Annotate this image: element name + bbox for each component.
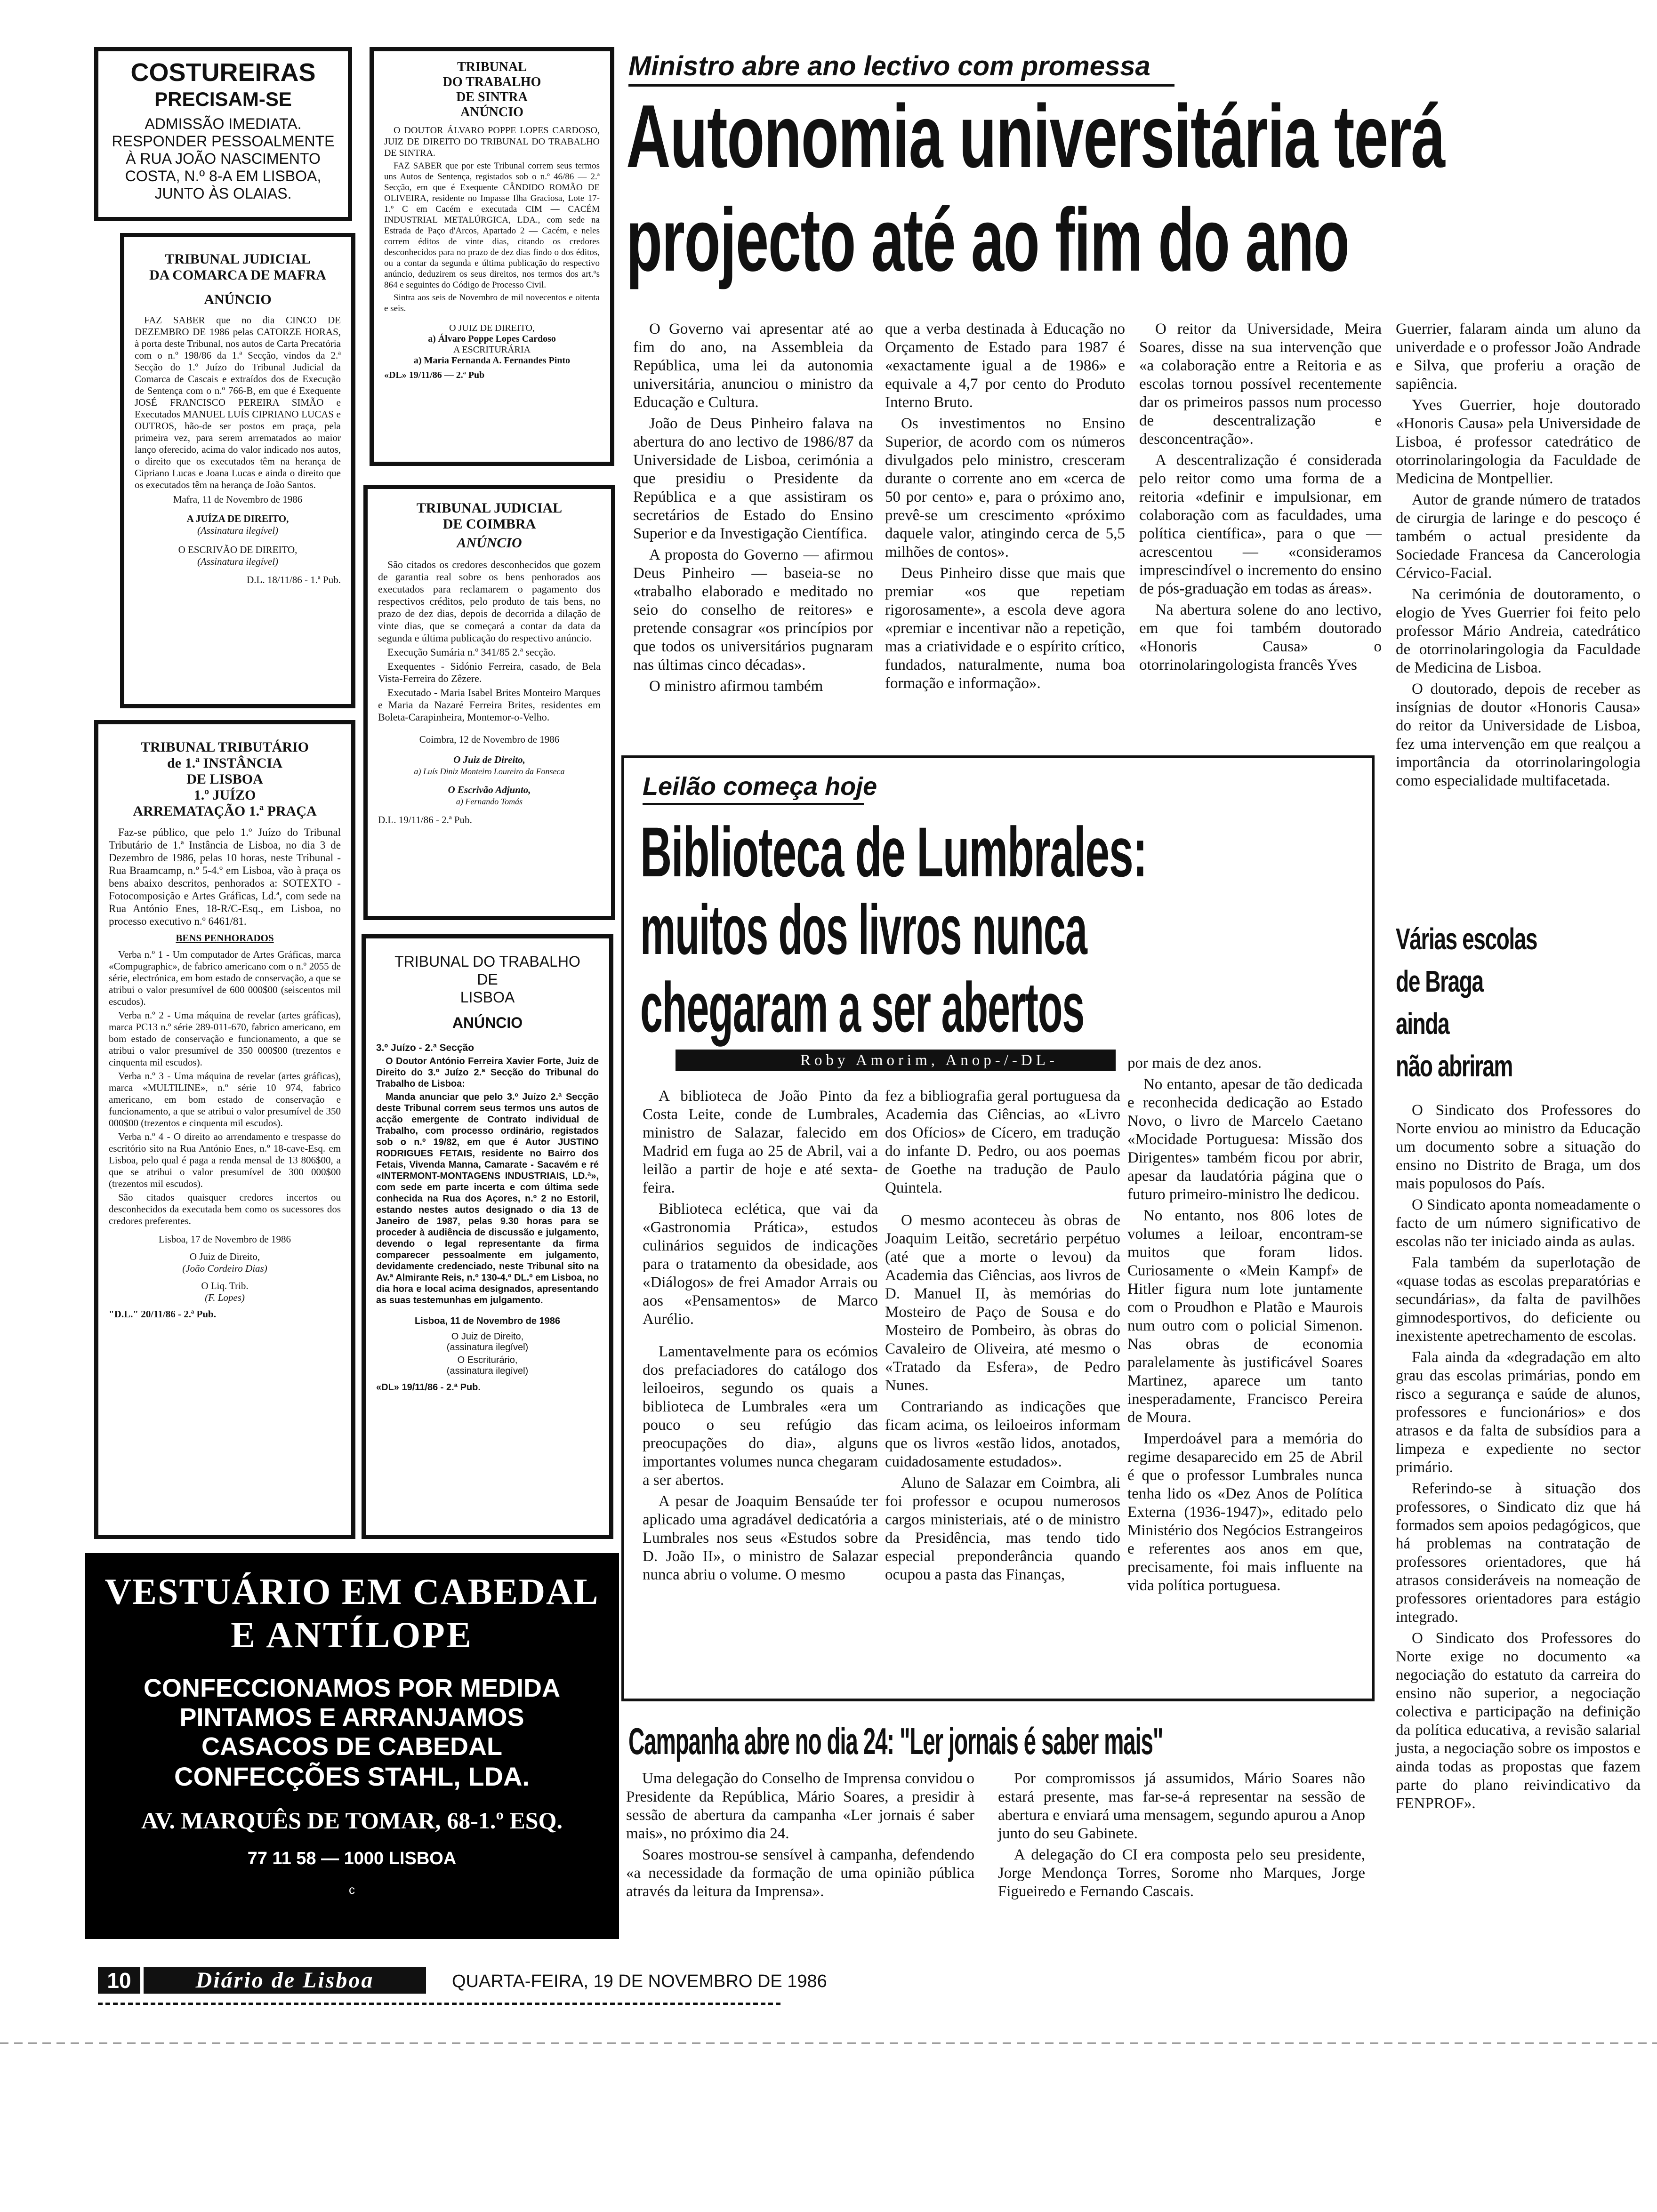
- main-kicker: Ministro abre ano lectivo com promessa: [628, 51, 1150, 81]
- braga-headline-3: ainda: [1396, 1007, 1449, 1041]
- ad-sintra-title-2: DO TRABALHO: [442, 75, 541, 89]
- ad-trabalho-lisboa-title-3: LISBOA: [460, 989, 515, 1006]
- footer-date: QUARTA-FEIRA, 19 DE NOVEMBRO DE 1986: [452, 1972, 827, 1991]
- campanha-headline: Campanha abre no dia 24: "Ler jornais é saber mais": [628, 1720, 1163, 1762]
- main-col-1-p1: O Governo vai apresentar até ao fim do ano, na Assembleia da República, uma lei da autonomia universitária, anunciou o ministro da Educação e Cultura.: [633, 321, 873, 411]
- ad-tributario-p4: Verba n.º 3 - Uma máquina de revelar (artes gráficas), marca «MULTILINE», n.º série 10 974, fabrico americano, em bom estado de conservação e funcionamento, a que se atribui o valor presumível de 350 000$00 (trezentos e cinquenta mil escudos).: [109, 1070, 341, 1129]
- ad-tributario-date: Lisboa, 17 de Novembro de 1986: [158, 1234, 291, 1245]
- biblioteca-col-3-p4: Imperdoável para a memória do regime desaparecido em 25 de Abril é que o professor Lumbrales nunca tenha lido os «Dez Anos de Política Externa (1936-1947)», editado pelo Ministério dos Negócios Estrangeiros e referentes aos anos em que, precisamente, foi mais influente na vida política portuguesa.: [1127, 1430, 1363, 1594]
- braga-p5: Referindo-se à situação dos professores, o Sindicato diz que há formados sem apoios pedagógicos, que há problemas na contratação de professores orientadores, que há atrasos consideráveis na nomeação de professores orientadores para estágio integrado.: [1396, 1480, 1641, 1626]
- main-col-3-p2: A descentralização é considerada pelo reitor como uma forma de a reitoria «definir e impulsionar, em colaboração com as faculdades, uma política científica», para o que — acrescentou — «consideramos imprescindível o incremento do ensino de pós-graduação em todas as áreas».: [1139, 452, 1382, 597]
- ad-tributario-sig-3: O Liq. Trib.: [201, 1280, 249, 1291]
- braga-headline-2: de Braga: [1396, 964, 1483, 998]
- ad-trabalho-lisboa-date: Lisboa, 11 de Novembro de 1986: [414, 1316, 560, 1326]
- ad-vestuario-line-6: CONFECÇÕES STAHL, LDA.: [174, 1762, 530, 1791]
- ad-mafra-sig-4: (Assinatura ilegível): [197, 556, 279, 567]
- ad-mafra-title-1: TRIBUNAL JUDICIAL: [165, 251, 311, 267]
- braga-p4: Fala ainda da «degradação em alto grau das escolas primárias, pondo em risco a segurança e saúde de alunos, professores e funcionários» e dos atrasos e da falta de subsídios para a limpeza e expediente no sector primário.: [1396, 1349, 1641, 1476]
- ad-coimbra-sig-3: O Escrivão Adjunto,: [448, 784, 531, 795]
- ad-vestuario-line-4: PINTAMOS E ARRANJAMOS: [179, 1703, 524, 1731]
- biblioteca-col-2-p1: fez a bibliografia geral portuguesa da Academia das Ciências, ao «Livro dos Ofícios» de Cícero, em tradução do infante D. Pedro, ou aos poemas de Goethe na tradução de Paulo Quintela.: [885, 1088, 1120, 1196]
- ad-trabalho-lisboa-sig-1: O Juiz de Direito,: [451, 1331, 524, 1342]
- ad-tributario-title-4: 1.º JUÍZO: [193, 787, 256, 803]
- ad-mafra-title-2: DA COMARCA DE MAFRA: [149, 267, 326, 283]
- campanha-col-2-p1: Por compromissos já assumidos, Mário Soares não estará presente, mas far-se-á representar na sessão de abertura e enviará uma mensagem, segundo apurou a Anop junto do seu Gabinete.: [998, 1770, 1365, 1842]
- ad-tributario-p3: Verba n.º 2 - Uma máquina de revelar (artes gráficas), marca PC13 n.º série 289-011-670, fabrico americano, em bom estado de conservação e funcionamento, a que se atribui o valor presumível de 350 000$00 (trezentos e cinquenta mil escudos).: [109, 1010, 341, 1068]
- ad-mafra-ref: D.L. 18/11/86 - 1.ª Pub.: [247, 574, 341, 585]
- ad-coimbra-title-1: TRIBUNAL JUDICIAL: [416, 500, 563, 516]
- braga-headline-1: Várias escolas: [1396, 922, 1537, 956]
- ad-costureiras-text: ADMISSÃO IMEDIATA. RESPONDER PESSOALMENTE À RUA JOÃO NASCIMENTO COSTA, N.º 8-A EM LISBOA, JUNTO ÀS OLAIAS.: [112, 115, 335, 202]
- biblioteca-headline-2: muitos dos livros nunca: [640, 890, 1087, 969]
- biblioteca-col-2-p3: Contrariando as indicações que ficam acima, os leiloeiros informam que os livros «estão lidos, anotados, cuidadosamente estudados».: [885, 1398, 1120, 1470]
- ad-trabalho-lisboa: [362, 934, 613, 1539]
- biblioteca-col-2-p4: Aluno de Salazar em Coimbra, ali foi professor e ocupou numerosos cargos ministeriais, até o de ministro da Presidência, mas tendo tido especial preponderância quando ocupou a pasta das Finanças,: [885, 1475, 1120, 1583]
- biblioteca-col-3-p1: por mais de dez anos.: [1127, 1055, 1262, 1072]
- braga-p3: Fala também da superlotação de «quase todas as escolas preparatórias e secundárias», da falta de pavilhões gimnodesportivos, do deficiente ou inexistente apetrechamento de escolas.: [1396, 1254, 1641, 1345]
- ad-sintra-p3: Sintra aos seis de Novembro de mil novecentos e oitenta e seis.: [384, 293, 600, 313]
- ad-coimbra-p2: Execução Sumária n.º 341/85 2.ª secção.: [387, 646, 556, 658]
- ad-coimbra: [363, 485, 615, 920]
- ad-sintra-sig-2: a) Álvaro Poppe Lopes Cardoso: [428, 334, 556, 344]
- ad-coimbra-p1: São citados os credores desconhecidos que gozem de garantia real sobre os bens penhorados aos executados para reclamarem o pagamento dos respectivos créditos, pelo produto de tais bens, no prazo de dez dias, depois de decorrida a dilação de vinte dias, que se começará a contar da data da segunda e última publicação do respectivo anúncio.: [378, 559, 601, 644]
- ad-mafra-text: FAZ SABER que no dia CINCO DE DEZEMBRO DE 1986 pelas CATORZE HORAS, à porta deste Tribunal, nos autos de Carta Precatória com o n.º 198/86 da 1.ª Secção, vindos da 2.ª Secção do 1.º Juízo do Tribunal Judicial da Comarca de Cascais e extraídos dos de Execução de Sentença com o n.º 766-B, em que é Exequente JOSÉ FRANCISCO PEREIRA SIMÃO e Executados MANUEL LUÍS CIPRIANO LUCAS e OUTROS, hão-de ser postos em praça, pela primeira vez, para serem arrematados ao maior lanço oferecido, acima do valor indicado nos autos, o direito que os executados têm na herança de Cipriano Lucas e Joana Lucas e ainda o direito que os executados têm na herança de João Santos.: [135, 314, 341, 490]
- ad-sintra-p1: O DOUTOR ÁLVARO POPPE LOPES CARDOSO, JUIZ DE DIREITO DO TRIBUNAL DO TRABALHO DE SINTRA.: [384, 125, 600, 158]
- campanha-col-1: [626, 1770, 974, 1904]
- ad-coimbra-p4: Executado - Maria Isabel Brites Monteiro Marques e Maria da Nazaré Ferreira Brites, residentes em Boleta-Carapinheira, Montemor-o-Velho.: [378, 687, 601, 723]
- ad-tributario: [94, 720, 355, 1539]
- ad-sintra-ref: «DL» 19/11/86 — 2.ª Pub: [384, 370, 485, 380]
- ad-coimbra-sig-4: a) Fernando Tomás: [456, 797, 523, 806]
- ad-vestuario-line-3: CONFECCIONAMOS POR MEDIDA: [143, 1674, 560, 1702]
- biblioteca-col-2: [885, 1087, 1120, 1587]
- ad-trabalho-lisboa-sig-4: (assinatura ilegível): [446, 1366, 529, 1376]
- ad-tributario-title-5: ARREMATAÇÃO 1.ª PRAÇA: [133, 803, 317, 819]
- ad-mafra: [120, 233, 355, 708]
- biblioteca-col-1: [643, 1087, 878, 1587]
- ad-coimbra-title-2: DE COIMBRA: [442, 516, 536, 532]
- biblioteca-col-3: [1127, 1054, 1363, 1598]
- main-col-4-p3: Autor de grande número de tratados de cirurgia de laringe e do pescoço é também o actual presidente da Sociedade Francesa da Cancerologia Cérvico-Facial.: [1396, 491, 1641, 582]
- ad-vestuario-mark: c: [349, 1883, 355, 1897]
- main-col-2-p3: Deus Pinheiro disse que mais que premiar «os que repetiam rigorosamente», a escola deve agora «premiar e incentivar não a repetição, mas a criatividade e o espírito crítico, fundados, naturalmente, numa boa formação e informação».: [885, 565, 1125, 692]
- biblioteca-kicker: Leilão começa hoje: [643, 772, 877, 801]
- ad-trabalho-lisboa-title-1: TRIBUNAL DO TRABALHO: [394, 953, 580, 970]
- ad-vestuario-line-7: AV. MARQUÊS DE TOMAR, 68-1.º ESQ.: [141, 1807, 563, 1834]
- ad-tributario-ref: "D.L." 20/11/86 - 2.ª Pub.: [109, 1308, 216, 1320]
- main-col-1-p4: O ministro afirmou também: [649, 678, 823, 695]
- biblioteca-col-1-p3: Lamentavelmente para os ecómios dos prefaciadores do catálogo dos leiloeiros, segundo os quais a biblioteca de Lumbrales «era um pouco o seu refúgio das preocupações do dia», alguns importantes volumes nunca chegaram a ser abertos.: [643, 1343, 878, 1489]
- ad-vestuario-line-2: E ANTÍLOPE: [231, 1614, 473, 1655]
- ad-tributario-p5: Verba n.º 4 - O direito ao arrendamento e trespasse do escritório sito na Rua António Enes, n.º 18-cave-Esq. em Lisboa, pelo qual é paga a renda mensal de 13 806$00, a que se atribui o valor presumível de 300 000$00 (trezentos mil escudos).: [109, 1131, 341, 1189]
- ad-tributario-sig-1: O Juiz de Direito,: [189, 1251, 260, 1262]
- campanha-col-2-p2: A delegação do CI era composta pelo seu presidente, Jorge Mendonça Torres, Sorome nho Marques, Jorge Figueiredo e Fernando Cascais.: [998, 1846, 1365, 1900]
- ad-trabalho-lisboa-p1: O Doutor António Ferreira Xavier Forte, Juiz de Direito do 3.º Juízo 2.ª Secção do Tribunal do Trabalho de Lisboa:: [376, 1056, 599, 1089]
- footer-page-number: 10: [98, 1967, 140, 1994]
- biblioteca-col-1-p2: Biblioteca eclética, que vai da «Gastronomia Prática», estudos culinários seguidos de indicações para o tratamento da obesidade, aos «Diálogos» de frei Amador Arrais ou aos «Pensamentos» de Marco Aurélio.: [643, 1201, 878, 1328]
- footer-masthead: Diário de Lisboa: [144, 1967, 426, 1994]
- ad-costureiras-subtitle: PRECISAM-SE: [154, 88, 292, 110]
- campanha-col-2: [998, 1770, 1365, 1904]
- biblioteca-col-2-p2: O mesmo aconteceu às obras de Joaquim Leitão, secretário perpétuo (até que a morte o levou) da Academia das Ciências, aos livros de D. Manuel II, às memórias do Mosteiro de Paço de Sousa e do Mosteiro de Pombeiro, às obras do Cavaleiro de Oliveira, até mesmo o «Tratado da Esfera», de Pedro Nunes.: [885, 1212, 1120, 1394]
- ad-trabalho-lisboa-sig-2: (assinatura ilegível): [446, 1342, 529, 1353]
- ad-sintra-title-4: ANÚNCIO: [460, 105, 523, 120]
- biblioteca-col-1-p1: A biblioteca de João Pinto da Costa Leite, conde de Lumbrales, ministro de Salazar, falecido em Madrid em fuga ao 25 de Abril, vai a leilão a partir de hoje e até sexta-feira.: [643, 1088, 878, 1196]
- campanha-col-1-p1: Uma delegação do Conselho de Imprensa convidou o Presidente da República, Mário Soares, a presidir à sessão de abertura da campanha «Ler jornais é saber mais», no próximo dia 24.: [626, 1770, 974, 1842]
- ad-coimbra-sig-2: a) Luís Diniz Monteiro Loureiro da Fonseca: [414, 767, 565, 776]
- ad-tributario-p6: São citados quaisquer credores incertos ou desconhecidos da executada bem como os sucessores dos credores preferentes.: [109, 1192, 341, 1226]
- main-col-4-p5: O doutorado, depois de receber as insígnias de doutor «Honoris Causa» do reitor da Universidade de Lisboa, fez uma intervenção em que realçou a importância da otorrinolaringologia como especialidade multifacetada.: [1396, 681, 1641, 789]
- main-col-4-p2: Yves Guerrier, hoje doutorado «Honoris Causa» pela Universidade de Lisboa, é professor catedrático de otorrinolaringologia da Faculdade de Medicina de Montpellier.: [1396, 397, 1641, 487]
- braga-p1: O Sindicato dos Professores do Norte enviou ao ministro da Educação um documento sobre a situação do ensino no Distrito de Braga, um dos mais populosos do País.: [1396, 1102, 1641, 1192]
- biblioteca-byline: Roby Amorim, Anop-/-DL-: [800, 1052, 1058, 1069]
- campanha-col-1-p2: Soares mostrou-se sensível à campanha, defendendo «a necessidade da formação de uma opinião pública através da leitura da Imprensa».: [626, 1846, 974, 1900]
- main-headline-2: projecto até ao fim do ano: [626, 190, 1349, 290]
- main-col-1-p2: João de Deus Pinheiro falava na abertura do ano lectivo de 1986/87 da Universidade de Lisboa, cerimónia a que presidiu o Presidente da República e a que assistiram os secretários de Estado do Ensino Superior e da Investigação Científica.: [633, 415, 873, 542]
- ad-trabalho-lisboa-ref: «DL» 19/11/86 - 2.ª Pub.: [376, 1382, 481, 1393]
- ad-coimbra-date: Coimbra, 12 de Novembro de 1986: [419, 734, 560, 745]
- ad-vestuario-line-1: VESTUÁRIO EM CABEDAL: [105, 1571, 599, 1612]
- ad-costureiras: [94, 47, 352, 221]
- main-col-3: [1139, 320, 1382, 677]
- main-col-2-p2: Os investimentos no Ensino Superior, de acordo com os números divulgados pelo ministro, cresceram durante o corrente ano em «cerca de 50 por cento» e, para o próximo ano, prevê-se um crescimento «próximo daquele valor, atingindo cerca de 5,5 milhões de contos».: [885, 415, 1125, 561]
- ad-tributario-sig-4: (F. Lopes): [205, 1292, 245, 1303]
- main-col-2: [885, 320, 1125, 696]
- ad-mafra-sig-2: (Assinatura ilegível): [197, 525, 279, 536]
- braga-headline: [1396, 918, 1641, 1087]
- braga-headline-4: não abriram: [1396, 1049, 1512, 1083]
- ad-vestuario: [85, 1553, 619, 1939]
- ad-sintra: [370, 47, 614, 466]
- ad-trabalho-lisboa-sig-3: O Escriturário,: [457, 1355, 518, 1365]
- biblioteca-headline-1: Biblioteca de Lumbrales:: [640, 812, 1147, 891]
- main-col-2-p1: que a verba destinada à Educação no Orçamento de Estado para 1987 é «exactamente igual a de 1986» e equivale a 4,7 por cento do Produto Interno Bruto.: [885, 321, 1125, 411]
- ad-tributario-p1: Faz-se público, que pelo 1.º Juízo do Tribunal Tributário de 1.ª Instância de Lisboa, no dia 3 de Dezembro de 1986, pelas 10 horas, neste Tribunal - Rua Braamcamp, n.º 5-4.º em Lisboa, vão à praça os bens abaixo descritos, penhorados a: SOTEXTO - Fotocomposição e Artes Gráficas, Ld.ª, com sede na Rua António Enes, 18-R/C-Esq., em Lisboa, no processo executivo n.º 6461/81.: [109, 826, 341, 927]
- ad-vestuario-line-5: CASACOS DE CABEDAL: [201, 1732, 503, 1761]
- braga-body: [1396, 1101, 1641, 1816]
- biblioteca-col-1-p4: A pesar de Joaquim Bensaúde ter aplicado uma agradável dedicatória a Lumbrales nos seus «Estudos sobre D. João II», o ministro de Salazar nunca abriu o volume. O mesmo: [643, 1493, 878, 1583]
- ad-sintra-sig-1: O JUIZ DE DIREITO,: [449, 323, 535, 333]
- ad-vestuario-line-8: 77 11 58 — 1000 LISBOA: [247, 1849, 457, 1868]
- main-col-3-p1: O reitor da Universidade, Meira Soares, disse na sua intervenção que «a colaboração entre a Reitoria e as escolas tornou possível recentemente dar os primeiros passos num processo de descentralização e desconcentração».: [1139, 321, 1382, 448]
- ad-trabalho-lisboa-title-4: ANÚNCIO: [452, 1014, 523, 1031]
- ad-sintra-sig-4: a) Maria Fernanda A. Fernandes Pinto: [413, 355, 571, 366]
- main-col-4-p4: Na cerimónia de doutoramento, o elogio de Yves Guerrier foi feito pelo professor Mário Andreia, catedrático de otorrinolaringologia da Faculdade de Medicina de Lisboa.: [1396, 586, 1641, 676]
- ad-mafra-sig-3: O ESCRIVÃO DE DIREITO,: [178, 544, 298, 555]
- ad-coimbra-sig-1: O Juiz de Direito,: [453, 754, 525, 765]
- ad-tributario-title-2: de 1.ª INSTÂNCIA: [167, 755, 282, 771]
- ad-mafra-title-3: ANÚNCIO: [204, 292, 272, 307]
- ad-tributario-section: BENS PENHORADOS: [176, 932, 274, 944]
- ad-tributario-title-3: DE LISBOA: [186, 771, 263, 787]
- main-headline-1: Autonomia universitária terá: [626, 87, 1445, 186]
- ad-sintra-p2: FAZ SABER que por este Tribunal correm seus termos uns Autos de Sentença, registados sob o n.º 46/86 — 2.ª Secção, em que é Exequente CÂNDIDO ROMÃO DE OLIVEIRA, residente no Impasse Ilha Graciosa, Lote 17-1.º C em Cacém e executada CIM — CACÉM INDUSTRIAL METALÚRGICA, LDA., com sede na Estrada de Paço d'Arcos, Apartado 2 — Cacém, e neles correm éditos de vinte dias, citando os credores desconhecidos para no prazo de dez dias findo o dos éditos, ou a contar da segunda e última publicação do respectivo anúncio, deduzirem os seus direitos, nos termos dos art.ºs 864 e seguintes do Código de Processo Civil.: [384, 161, 600, 290]
- page-bottom-rule: [0, 2043, 1657, 2044]
- ad-sintra-title-3: DE SINTRA: [456, 90, 528, 104]
- ad-tributario-title-1: TRIBUNAL TRIBUTÁRIO: [140, 739, 309, 755]
- ad-trabalho-lisboa-title-2: DE: [477, 971, 498, 988]
- ad-coimbra-ref: D.L. 19/11/86 - 2.ª Pub.: [378, 814, 472, 825]
- braga-p2: O Sindicato aponta nomeadamente o facto de um número significativo de escolas não ter iniciado ainda as aulas.: [1396, 1196, 1641, 1250]
- ad-mafra-sig-1: A JUÍZA DE DIREITO,: [186, 513, 289, 524]
- biblioteca-col-3-p3: No entanto, nos 806 lotes de volumes a leiloar, encontram-se muitos que foram lidos. Curiosamente o «Mein Kampf» de Hitler figura num lote juntamente com o Proudhon e Platão e Maurois num outro com o policial Simenon. Nas obras de economia paralelamente às justificável Soares Martinez, aparece um tanto inesperadamente, Francisco Pereira de Moura.: [1127, 1207, 1363, 1426]
- biblioteca-headline-3: chegaram a ser abertos: [640, 968, 1085, 1047]
- ad-costureiras-title: COSTUREIRAS: [130, 58, 316, 87]
- ad-sintra-sig-3: A ESCRITURÁRIA: [453, 345, 531, 355]
- main-col-3-p3: Na abertura solene do ano lectivo, em que foi também doutorado «Honoris Causa» o otorrinolaringologista francês Yves: [1139, 601, 1382, 673]
- main-col-4-p1: Guerrier, falaram ainda um aluno da univerdade e o professor João Andrade e Silva, que proferiu a oração de sapiência.: [1396, 321, 1641, 393]
- biblioteca-col-3-p2: No entanto, apesar de tão dedicada e reconhecida dedicação ao Estado Novo, o livro de Marcelo Caetano «Mocidade Portuguesa: Missão dos Dirigentes» também ficou por abrir, apesar da laudatória página que o futuro primeiro-ministro lhe dedicou.: [1127, 1076, 1363, 1203]
- ad-coimbra-p3: Exequentes - Sidónio Ferreira, casado, de Bela Vista-Ferreira do Zêzere.: [378, 660, 601, 684]
- main-col-1: [633, 320, 873, 698]
- braga-p6: O Sindicato dos Professores do Norte exige no documento «a negociação do estatuto da carreira do ensino não superior, a negociação colectiva e participação na definição da política educativa, a revisão salarial justa, a negociação sobre os impostos e ainda todas as propostas que fazem parte do plano reivindicativo da FENPROF».: [1396, 1630, 1641, 1812]
- ad-tributario-p2: Verba n.º 1 - Um computador de Artes Gráficas, marca «Compugraphic», de fabrico americano com o n.º 2055 de série, electrónica, em bom estado de conservação, a que se atribui o valor presumível de 600 000$00 (seiscentos mil escudos).: [109, 949, 341, 1007]
- footer-rule: [98, 2003, 780, 2005]
- ad-sintra-title-1: TRIBUNAL: [457, 60, 527, 74]
- ad-tributario-sig-2: (João Cordeiro Dias): [182, 1263, 267, 1274]
- ad-mafra-date: Mafra, 11 de Novembro de 1986: [173, 494, 303, 505]
- ad-trabalho-lisboa-section: 3.º Juízo - 2.ª Secção: [376, 1042, 475, 1053]
- biblioteca-kicker-rule: [643, 803, 864, 805]
- main-col-4: [1396, 320, 1641, 793]
- ad-trabalho-lisboa-p2: Manda anunciar que pelo 3.º Juízo 2.ª Secção deste Tribunal correm seus termos uns autos de acção emergente de Contrato individual de Trabalho, com processo ordinário, registados sob o n.º 19/82, em que é Autor JUSTINO RODRIGUES FETAIS, residente no Bairro dos Fetais, Vivenda Manna, Camarate - Sacavém e ré «INTERMONT-MONTAGENS INDUSTRIAIS, LD.ª», com sede em parte incerta e com última sede conhecida na Rua dos Açores, n.º 2 no Estoril, estando nestes autos designado o dia 13 de Janeiro de 1987, pelas 9.30 horas para se proceder à audiência de discussão e julgamento, devendo o legal representante da firma comparecer pessoalmente em julgamento, devidamente credenciado, neste Tribunal sito na Av.ª Almirante Reis, n.º 130-4.º DL.º em Lisboa, no dia hora e local acima designados, apresentando as suas testemunhas em julgamento.: [376, 1092, 599, 1306]
- main-col-1-p3: A proposta do Governo — afirmou Deus Pinheiro — baseia-se no «trabalho elaborado e meditado no seio do conselho de reitores» e pretende consagrar «os princípios por que todos os universitários pugnaram nas últimas cinco décadas».: [633, 546, 873, 673]
- ad-coimbra-title-3: ANÚNCIO: [457, 535, 522, 551]
